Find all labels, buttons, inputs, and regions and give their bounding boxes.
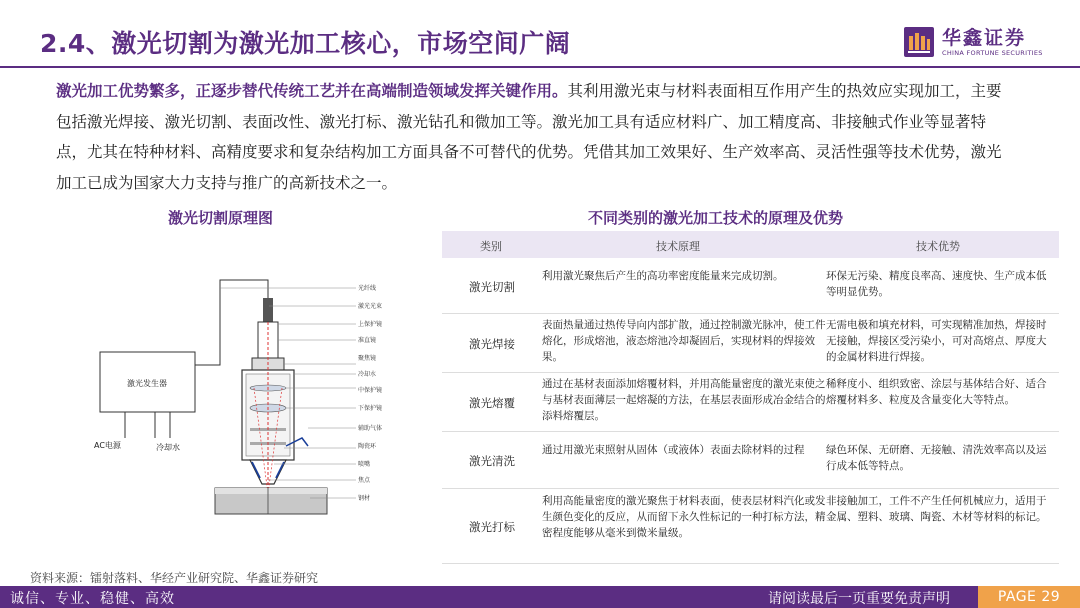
header-category: 类别 (480, 240, 502, 253)
callout-11: 喷嘴 (358, 461, 371, 468)
steel-plate-top (215, 488, 327, 494)
laser-cutting-diagram (70, 270, 390, 532)
intro-paragraph (56, 76, 1016, 198)
ac-power-label: AC电源 (94, 441, 121, 450)
fiber-connector (263, 298, 273, 322)
table-header (442, 231, 1059, 258)
coolant-label: 冷却水 (156, 443, 180, 452)
row-advantage: 无需电极和填充材料，可实现精准加热，焊接时无接触，焊接区受污染小，可对高熔点、厚度大的金属材料进行焊接。 (826, 319, 1047, 363)
disclaimer-link[interactable]: 请阅读最后一页重要免责声明 (768, 591, 950, 607)
callout-3: 上保护镜 (358, 321, 383, 328)
row-principle: 利用激光聚焦后产生的高功率密度能量来完成切割。 (542, 270, 784, 282)
callout-7: 中保护镜 (358, 387, 383, 394)
laser-tech-table (442, 231, 1059, 565)
company-values: 诚信、专业、稳健、高效 (10, 591, 175, 607)
page-title: 2.4、激光切割为激光加工核心，市场空间广阔 (40, 29, 571, 58)
generator-label: 激光发生器 (127, 379, 167, 388)
table-row (442, 373, 1059, 432)
row-category: 激光焊接 (469, 337, 515, 351)
callout-labels (358, 284, 382, 502)
header-advantage: 技术优势 (916, 240, 960, 253)
callout-1: 光纤线 (358, 285, 377, 292)
table-row (442, 314, 1059, 373)
row-advantage: 稀释度小、组织致密、涂层与基体结合好、适合熔覆材料多、粒度及含量变化大等特点。 (826, 378, 1047, 406)
table-row (442, 258, 1059, 314)
row-advantage: 环保无污染、精度良率高、速度快、生产成本低等明显优势。 (826, 270, 1047, 298)
title-divider (0, 66, 1080, 68)
row-principle: 表面热量通过热传导向内部扩散，通过控制激光脉冲，使工件熔化，形成熔池，液态熔池冷却凝固后，实现材料的焊接效果。 (542, 319, 826, 363)
footer-bar (0, 586, 1080, 608)
table-row (442, 489, 1059, 564)
fiber-cable (195, 280, 268, 365)
callout-9: 辅助气体 (358, 425, 383, 432)
row-principle: 利用高能量密度的激光聚焦于材料表面，使表层材料汽化或发生颜色变化的反应，从而留下永久性标记的一种打标方法，精密程度能够从毫米到微米量级。 (542, 495, 826, 539)
intro-highlight: 激光加工优势繁多，正逐步替代传统工艺并在高端制造领域发挥关键作用。 (56, 82, 568, 100)
callout-6: 冷却水 (358, 371, 377, 378)
callout-8: 下保护镜 (358, 405, 383, 412)
logo-english-name: CHINA FORTUNE SECURITIES (942, 48, 1043, 57)
row-principle: 通过用激光束照射从固体（或液体）表面去除材料的过程 (542, 444, 805, 456)
logo-emblem-icon (904, 27, 934, 57)
callout-4: 准直镜 (358, 337, 377, 344)
page-number: PAGE 29 (978, 586, 1080, 608)
intro-body: 其利用激光束与材料表面相互作用产生的热效应实现加工，主要包括激光焊接、激光切割、表面改性、激光打标、激光钻孔和微加工等。激光加工具有适应材料广、加工精度高、非接触式作业等显著特点，尤其在特种材料、高精度要求和复杂结构加工方面具备不可替代的优势。凭借其加工效果好、生产效率高、灵活性强等技术优势，激光加工已成为国家大力支持与推广的高新技术之一。 (56, 82, 1002, 192)
diagram-caption: 激光切割原理图 (168, 209, 274, 227)
callout-13: 钢材 (358, 495, 371, 502)
company-logo (904, 24, 1043, 60)
row-category: 激光清洗 (469, 454, 515, 468)
logo-chinese-name: 华鑫证券 (942, 26, 1027, 49)
row-advantage: 非接触加工，工件不产生任何机械应力，适用于金属、塑料、玻璃、陶瓷、木材等材料的标记。 (826, 495, 1047, 523)
header-principle: 技术原理 (656, 240, 700, 253)
data-source: 资料来源：镭射落料、华经产业研究院、华鑫证券研究 (30, 571, 319, 585)
row-category: 激光熔覆 (469, 396, 515, 410)
table-caption: 不同类别的激光加工技术的原理及优势 (588, 209, 844, 227)
callout-12: 焦点 (358, 477, 371, 484)
row-principle: 通过在基材表面添加熔覆材料，并用高能量密度的激光束使之与基材表面薄层一起熔凝的方法，在基层表面形成冶金结合的添料熔覆层。 (542, 378, 826, 422)
row-category: 激光打标 (469, 520, 515, 534)
callout-10: 陶瓷环 (358, 443, 377, 450)
table-row (442, 432, 1059, 489)
callout-2: 激光光束 (358, 303, 383, 310)
callout-5: 聚焦镜 (358, 355, 377, 362)
row-advantage: 绿色环保、无研磨、无接触、清洗效率高以及运行成本低等特点。 (826, 444, 1047, 472)
row-category: 激光切割 (469, 280, 515, 294)
